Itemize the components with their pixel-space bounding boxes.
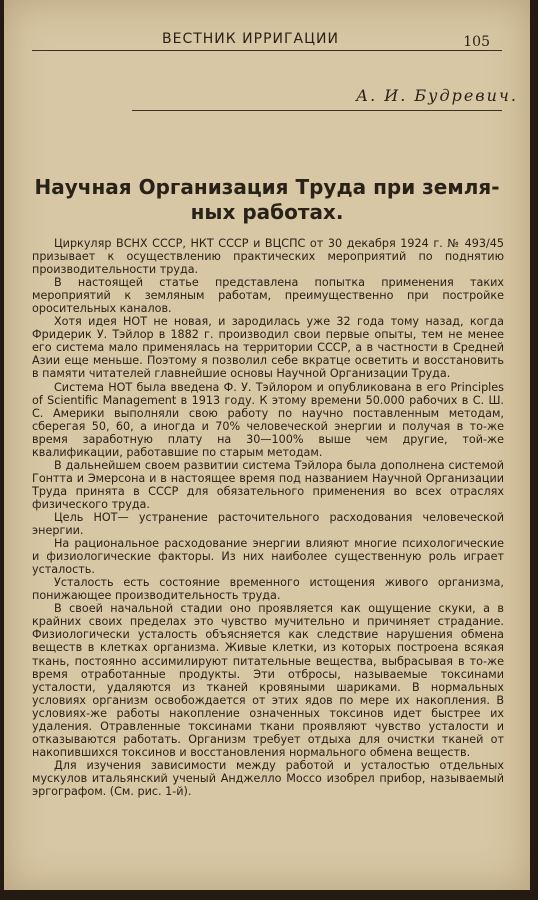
author-rule bbox=[132, 110, 502, 111]
running-header bbox=[32, 30, 502, 51]
paragraph: На рациональное расходование энергии влияют многие психологические и физиологические факторы. Из них наиболее существенную роль играет усталость. bbox=[32, 537, 504, 577]
article-body bbox=[32, 237, 504, 798]
page-number: 105 bbox=[463, 34, 490, 50]
journal-name: ВЕСТНИК ИРРИГАЦИИ bbox=[162, 31, 339, 47]
paragraph: В своей начальной стадии оно проявляется как ощущение скуки, а в крайних своих пределах это чувство мучительно и причиняет страдание. Физиологически усталость объясняется как следствие нарушения обмена веществ в клетках организма. Живые клетки, из которых построена всякая ткань, постоянно ассимилируют питательные вещества, выбрасывая в то-же время отработанные продукты. Эти отбросы, называемые токсинами усталости, удаляются из тканей кровяными шариками. В нормальных условиях организм освобождается от этих ядов по мере их накопления. В условиях-же работы накопление означенных токсинов идет быстрее их удаления. Отравленные токсинами ткани проявляют чувство усталости и отказываются работать. Организм требует отдыха для очистки тканей от накопившихся токсинов и восстановления нормального обмена веществ. bbox=[32, 602, 504, 759]
paragraph: Цель НОТ— устранение расточительного расходования человеческой энергии. bbox=[32, 510, 504, 538]
journal-page bbox=[4, 0, 530, 890]
paragraph: Для изучения зависимости между работой и усталостью отдельных мускулов итальянский ученый Анджелло Моссо изобрел прибор, называемый эргографом. (См. рис. 1-й). bbox=[32, 758, 504, 798]
title-line-2: ных работах. bbox=[190, 200, 344, 224]
paragraph: В настоящей статье представлена попытка применения таких мероприятий к земляным работам, преимущественно при постройке оросительных каналов. bbox=[32, 276, 504, 316]
title-line-1: Научная Организация Труда при земля- bbox=[34, 175, 500, 199]
paragraph: Усталость есть состояние временного истощения живого организма, понижающее производительность труда. bbox=[32, 576, 504, 603]
paragraph: В дальнейшем своем развитии система Тэйлора была дополнена системой Гонтта и Эмерсона и в настоящее время под названием Научной Организации Труда принята в СССР для обязательного применения во всех отраслях физического труда. bbox=[32, 458, 504, 511]
paragraph: Циркуляр ВСНХ СССР, НКТ СССР и ВЦСПС от 30 декабря 1924 г. № 493/45 призывает к осуществлению практических мероприятий по поднятию производительности труда. bbox=[32, 237, 504, 277]
article-title bbox=[32, 175, 502, 225]
author-name: А. И. Будревич. bbox=[356, 86, 518, 105]
paragraph: Хотя идея НОТ не новая, и зародилась уже 32 года тому назад, когда Фридерик У. Тэйлор в 1882 г. производил свои первые опыты, тем не менее его система мало применялась на территории СССР, а в частности в Средней Азии еще меньше. Поэтому я позволил себе вкратце осветить и восстановить в памяти читателей главнейшие основы Научной Организации Труда. bbox=[32, 315, 504, 381]
paragraph: Система НОТ была введена Ф. У. Тэйлором и опубликована в его Principles of Scientific Management в 1913 году. К этому времени 50.000 рабочих в С. Ш. С. Америки выполняли свою работу по научно поставленным методам, сберегая 50, 60, а иногда и 70% человеческой энергии и получая в то-же время заработную плату на 30—100% выше чем другие, той-же квалификации, работавшие по старым методам. bbox=[32, 380, 504, 459]
